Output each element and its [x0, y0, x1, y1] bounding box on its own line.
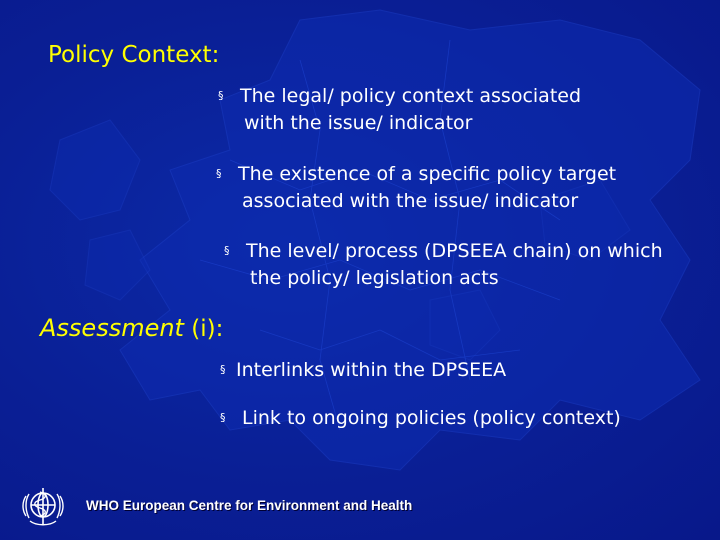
bullet-text-continuation: the policy/ legislation acts — [250, 267, 499, 289]
bullet-text: The existence of a specific policy target — [238, 163, 617, 185]
organization-footer: WHO European Centre for Environment and Health — [86, 498, 413, 513]
assessment-title: Assessment — [40, 314, 184, 342]
policy-context-heading: Policy Context: — [48, 42, 220, 68]
who-emblem-icon — [16, 482, 70, 528]
bullet-icon: § — [218, 89, 224, 102]
list-item — [224, 237, 663, 292]
list-item — [218, 82, 581, 137]
bullet-text-continuation: with the issue/ indicator — [244, 112, 473, 134]
bullet-text: The level/ process (DPSEEA chain) on which — [246, 240, 663, 262]
bullet-text-continuation: associated with the issue/ indicator — [242, 190, 579, 212]
bullet-text: Interlinks within the DPSEEA — [236, 359, 507, 381]
bullet-icon: § — [224, 244, 230, 257]
bullet-icon: § — [216, 167, 222, 180]
bullet-icon: § — [220, 411, 226, 424]
bullet-text: Link to ongoing policies (policy context) — [242, 407, 621, 429]
list-item — [216, 160, 616, 215]
list-item — [220, 356, 506, 384]
assessment-heading — [40, 314, 223, 342]
bullet-icon: § — [220, 363, 226, 376]
assessment-title-suffix: (i): — [183, 316, 224, 342]
bullet-text: The legal/ policy context associated — [240, 85, 582, 107]
list-item — [220, 404, 621, 432]
